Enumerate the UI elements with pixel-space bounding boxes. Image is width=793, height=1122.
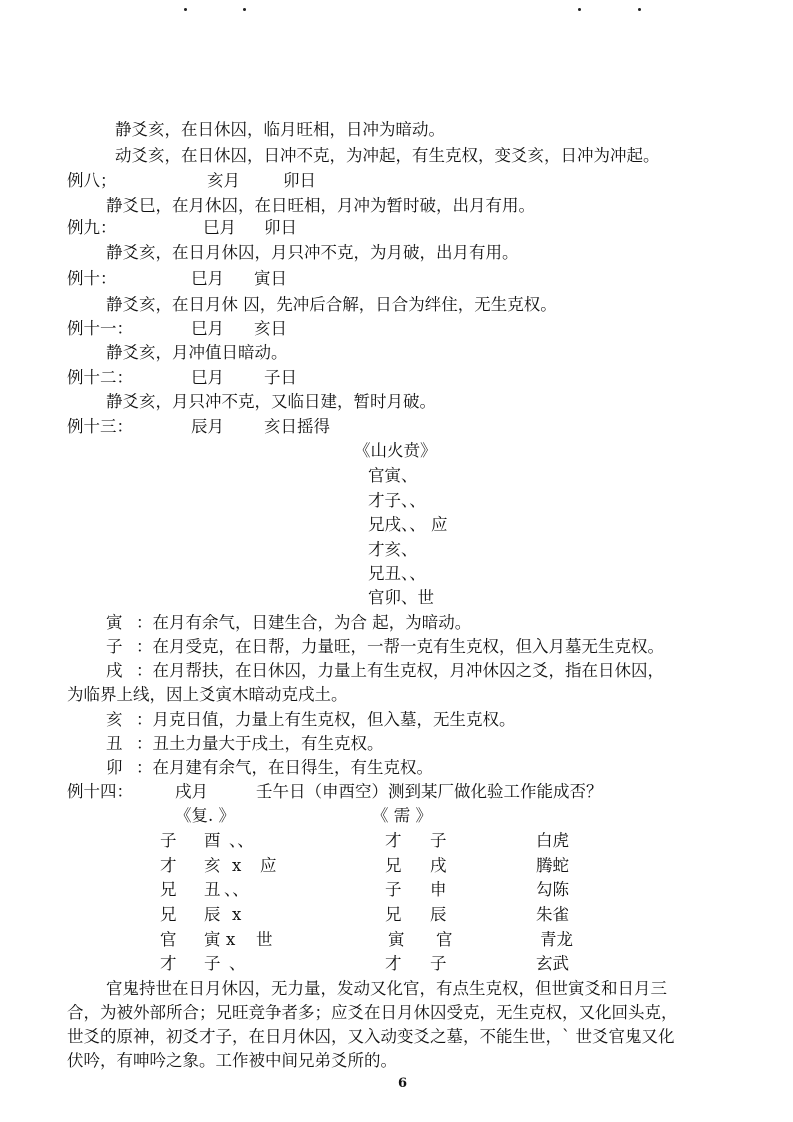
gua-row-liuqin: 才 — [160, 856, 177, 875]
gua-row-liuqin-right: 寅 — [388, 930, 405, 949]
scan-speck — [243, 8, 246, 11]
gua-row-liushen: 朱雀 — [536, 905, 569, 924]
gua-row-zhi-right: 戌 — [430, 856, 447, 875]
conclusion-line: 官鬼持世在日月休囚，无力量，发动又化官，有点生克权，但世寅爻和日月三 — [106, 979, 667, 998]
analysis-text: ：在月帮扶，在日休囚，力量上有生克权，月冲休囚之爻，指在日休囚， — [136, 661, 664, 680]
gua-title-right: 《 需 》 — [372, 806, 432, 825]
gua-yao: 兄戌、、 应 — [368, 515, 448, 534]
analysis-key: 寅 — [106, 613, 123, 632]
gua-row-zhi-right: 子 — [430, 954, 447, 973]
text-line: 静爻亥，在日月休囚，月只冲不克，为月破，出月有用。 — [106, 243, 519, 262]
analysis-key: 亥 — [106, 710, 123, 729]
gua-row-liuqin-right: 才 — [385, 954, 402, 973]
analysis-key: 卯 — [106, 758, 123, 777]
gua-row-liuqin: 才 — [160, 954, 177, 973]
text-line: 静爻亥，在日休囚，临月旺相，日冲为暗动。 — [115, 120, 445, 139]
example-month: 巳月 — [203, 218, 236, 237]
gua-row-liuqin: 兄 — [160, 880, 177, 899]
gua-yao: 官寅、 — [368, 466, 418, 485]
conclusion-line: 世爻的原神，初爻才子，在日月休囚，又入动变爻之墓，不能生世，` 世爻官鬼又化 — [67, 1027, 675, 1046]
gua-row-liushen: 腾蛇 — [536, 856, 569, 875]
gua-row-zhi: 辰 — [204, 905, 221, 924]
example-label: 例九： — [67, 218, 117, 237]
gua-row-liushen: 白虎 — [536, 831, 569, 850]
conclusion-line: 合，为被外部所合；兄旺竞争者多；应爻在日月休囚受克，无生克权，又化回头克， — [67, 1003, 678, 1022]
gua-row-liuqin: 官 — [160, 930, 177, 949]
example-month: 戌月 — [175, 782, 208, 801]
example-day: 卯日 — [283, 171, 316, 190]
gua-row-liuqin-right: 才 — [385, 831, 402, 850]
example-label: 例十三： — [67, 417, 133, 436]
analysis-text: ：在月建有余气，在日得生，有生克权。 — [136, 758, 433, 777]
example-label: 例十二： — [67, 368, 133, 387]
example-month: 巳月 — [191, 368, 224, 387]
analysis-text: ：在月受克，在日帮，力量旺，一帮一克有生克权，但入月墓无生克权。 — [136, 637, 664, 656]
gua-row-liuqin: 子 — [160, 831, 177, 850]
gua-row-zhi: 亥 — [204, 856, 221, 875]
text-line: 动爻亥，在日休囚，日冲不克，为冲起，有生克权，变爻亥，日冲为冲起。 — [115, 146, 660, 165]
gua-row-mark: 、 — [229, 954, 246, 973]
analysis-key: 子 — [106, 637, 123, 656]
example-day: 寅日 — [254, 269, 287, 288]
gua-row-liushen: 勾陈 — [536, 880, 569, 899]
gua-row-liuqin-right: 兄 — [385, 905, 402, 924]
example-label: 例八； — [67, 171, 117, 190]
analysis-text: 为临界上线，因上爻寅木暗动克戌土。 — [67, 685, 348, 704]
gua-row-shiying: 世 — [256, 930, 273, 949]
scan-speck — [638, 8, 641, 11]
analysis-text: ：月克日值，力量上有生克权，但入墓，无生克权。 — [136, 710, 516, 729]
text-line: 静爻亥，月只冲不克，又临日建，暂时月破。 — [106, 392, 436, 411]
gua-title-left: 《复. 》 — [175, 806, 235, 825]
scan-speck — [184, 8, 187, 11]
example-question: 壬午日（申酉空）测到某厂做化验工作能成否？ — [256, 782, 603, 801]
gua-yao: 才亥、 — [368, 540, 418, 559]
gua-row-mark: x — [226, 930, 236, 949]
text-line: 静爻巳，在月休囚，在日旺相，月冲为暂时破，出月有用。 — [106, 196, 535, 215]
analysis-text: ：在月有余气，日建生合，为合 起，为暗动。 — [136, 613, 472, 632]
gua-yao: 官卯、世 — [368, 588, 434, 607]
gua-row-liushen: 玄武 — [536, 954, 569, 973]
example-label: 例十： — [67, 269, 117, 288]
gua-row-zhi-right: 辰 — [430, 905, 447, 924]
gua-row-liuqin-right: 子 — [385, 880, 402, 899]
gua-row-liuqin-right: 兄 — [385, 856, 402, 875]
example-day: 亥日 — [254, 319, 287, 338]
text-line: 静爻亥，在日月休 囚，先冲后合解，日合为绊住，无生克权。 — [106, 295, 557, 314]
gua-row-liushen: 青龙 — [540, 930, 573, 949]
page-number: 6 — [398, 1076, 408, 1091]
example-month: 辰月 — [191, 417, 224, 436]
gua-yao: 才子、、 — [368, 491, 426, 510]
gua-title: 《山火贲》 — [354, 441, 437, 460]
gua-yao: 兄丑、、 — [368, 564, 426, 583]
gua-row-zhi: 子 — [204, 954, 221, 973]
example-day: 子日 — [264, 368, 297, 387]
example-month: 巳月 — [191, 319, 224, 338]
example-month: 巳月 — [191, 269, 224, 288]
text-line: 静爻亥，月冲值日暗动。 — [106, 343, 288, 362]
gua-row-zhi-right: 申 — [430, 880, 447, 899]
gua-row-mark: 、、 — [224, 880, 249, 899]
gua-row-zhi: 丑 — [204, 880, 221, 899]
example-label: 例十四： — [67, 782, 133, 801]
gua-row-shiying: 应 — [260, 856, 277, 875]
gua-row-mark: 、、 — [229, 831, 254, 850]
example-day: 亥日摇得 — [264, 417, 330, 436]
scan-speck — [578, 8, 581, 11]
gua-row-liuqin: 兄 — [160, 905, 177, 924]
gua-row-zhi: 酉 — [204, 831, 221, 850]
gua-row-mark: x — [232, 856, 242, 875]
gua-row-zhi-right: 子 — [430, 831, 447, 850]
gua-row-zhi-right: 官 — [436, 930, 453, 949]
example-label: 例十一： — [67, 319, 133, 338]
analysis-text: ：丑土力量大于戌土，有生克权。 — [136, 734, 384, 753]
analysis-key: 戌 — [106, 661, 123, 680]
conclusion-line: 伏吟，有呻吟之象。工作被中间兄弟爻所的。 — [67, 1051, 397, 1070]
example-month: 亥月 — [207, 171, 240, 190]
gua-row-zhi: 寅 — [204, 930, 221, 949]
example-day: 卯日 — [264, 218, 297, 237]
gua-row-mark: x — [232, 905, 242, 924]
analysis-key: 丑 — [106, 734, 123, 753]
